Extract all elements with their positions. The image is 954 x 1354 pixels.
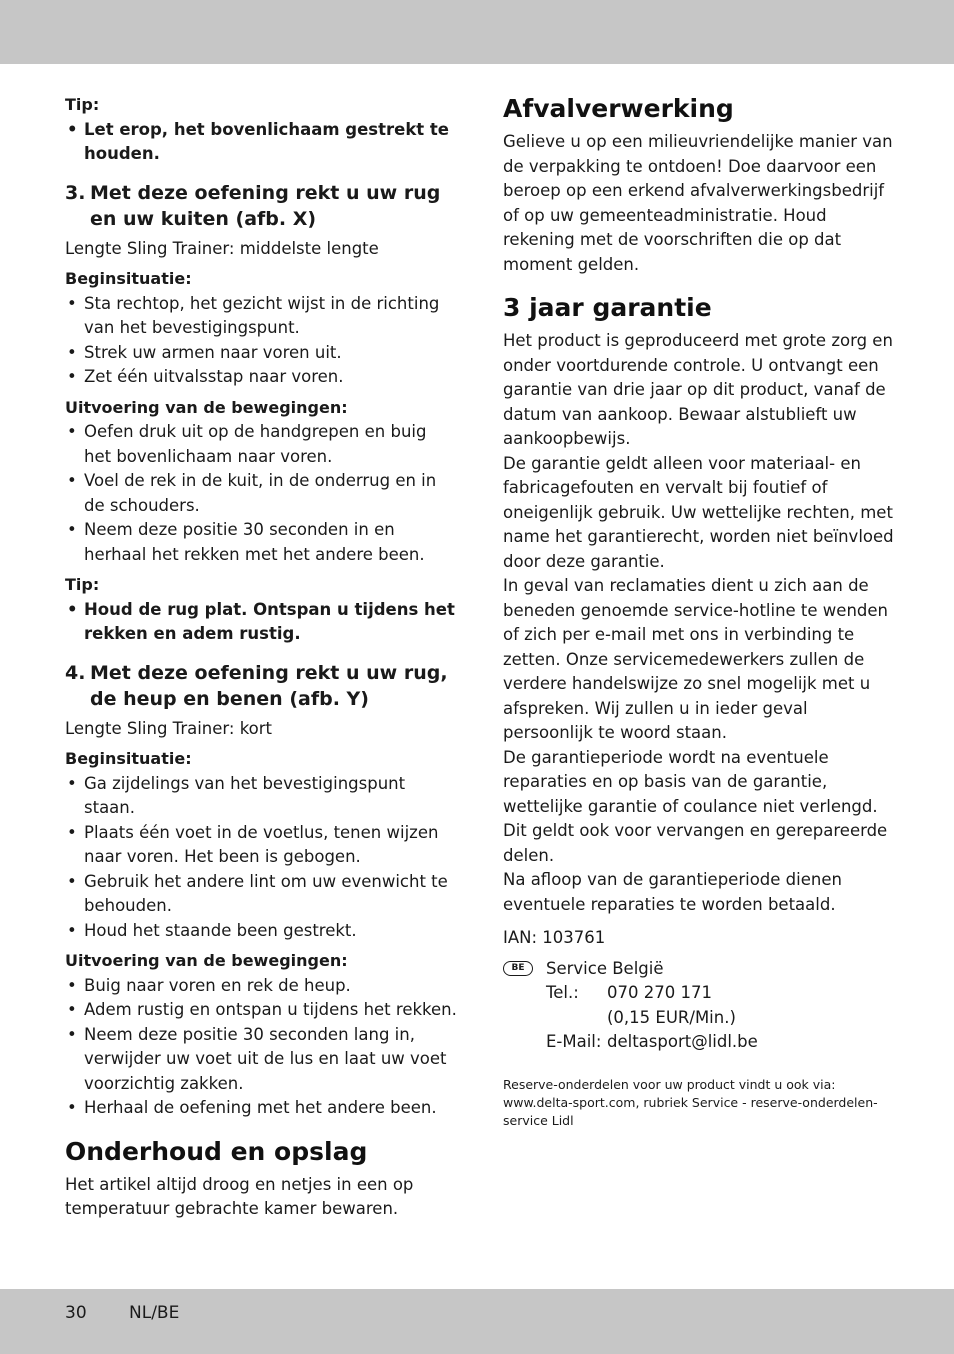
warranty-heading: 3 jaar garantie — [503, 293, 712, 322]
list-item: • Neem deze positie 30 seconden in en herhaal het rekken met het andere been. — [65, 518, 457, 567]
step-number: 4. — [65, 661, 86, 684]
start-label: Beginsituatie: — [65, 269, 192, 288]
left-column — [65, 93, 457, 1222]
step-3-length: Lengte Sling Trainer: middelste lengte — [65, 238, 379, 258]
tip-label: Tip: — [65, 575, 100, 594]
list-item: • Plaats één voet in de voetlus, tenen wijzen naar voren. Het been is gebogen. — [65, 821, 457, 870]
maintenance-text: Het artikel altijd droog en netjes in een op temperatuur gebrachte kamer bewaren. — [65, 1174, 414, 1218]
tel-label: Tel.: — [546, 983, 579, 1002]
list-item: • Ga zijdelings van het bevestigingspunt staan. — [65, 772, 457, 821]
warranty-paragraph: Na afloop van de garantieperiode dienen eventuele reparaties te worden betaald. — [503, 870, 842, 914]
exec-label: Uitvoering van de bewegingen: — [65, 397, 348, 417]
list-item: • Buig naar voren en rek de heup. — [65, 974, 457, 999]
step-3-heading — [65, 180, 457, 232]
list-item: • Zet één uitvalsstap naar voren. — [65, 365, 457, 390]
step-title: Met deze oefening rekt u uw rug en uw kuiten (afb. X) — [90, 181, 441, 230]
right-column — [503, 93, 895, 1130]
step-4-heading — [65, 660, 457, 712]
exec-label: Uitvoering van de bewegingen: — [65, 951, 348, 970]
list-item: • Adem rustig en ontspan u tijdens het rekken. — [65, 998, 457, 1023]
tip-item: • Houd de rug plat. Ontspan u tijdens het rekken en adem rustig. — [65, 598, 457, 647]
tip-list — [65, 598, 457, 647]
list-item: • Houd het staande been gestrekt. — [65, 919, 457, 944]
page-number: 30 — [65, 1303, 87, 1323]
service-block — [503, 957, 895, 1055]
step-4-length: Lengte Sling Trainer: kort — [65, 718, 273, 738]
start-list — [65, 772, 457, 944]
warranty-paragraph: Het product is geproduceerd met grote zorg en onder voortdurende controle. U ontvangt een garantie van drie jaar op dit product, vanaf de datum van aankoop. Bewaar alstublieft uw aankoopbewijs. — [503, 331, 893, 448]
list-item: • Herhaal de oefening met het andere been. — [65, 1096, 457, 1121]
spare-parts-note: Reserve-onderdelen voor uw product vindt u ook via: www.delta-sport.com, rubriek Service - reserve-onderdelen-service Lidl — [503, 1076, 878, 1128]
list-item: • Neem deze positie 30 seconden lang in, verwijder uw voet uit de lus en laat uw voet voorzichtig zakken. — [65, 1023, 457, 1097]
language-label: NL/BE — [129, 1303, 180, 1323]
header-bar — [0, 0, 954, 64]
service-title: Service België — [546, 958, 664, 978]
list-item: • Voel de rek in de kuit, in de onderrug en in de schouders. — [65, 469, 457, 518]
email-label: E-Mail: — [546, 1032, 602, 1051]
tip-item: • Let erop, het bovenlichaam gestrekt te houden. — [65, 118, 457, 167]
exec-list — [65, 420, 457, 567]
start-list — [65, 292, 457, 390]
email-address: deltasport@lidl.be — [607, 1032, 758, 1051]
warranty-paragraph: De garantie geldt alleen voor materiaal- en fabricagefouten en vervalt bij foutief of oneigenlijk gebruik. Uw wettelijke rechten, met name het garantierecht, worden niet beïnvloed door deze garantie. — [503, 453, 894, 571]
tel-note: (0,15 EUR/Min.) — [607, 1007, 736, 1027]
disposal-heading: Afvalverwerking — [503, 94, 734, 123]
start-label: Beginsituatie: — [65, 749, 192, 768]
tip-list — [65, 118, 457, 167]
warranty-paragraph: In geval van reclamaties dient u zich aan de beneden genoemde service-hotline te wenden of zich per e-mail met ons in verbinding te zetten. Onze servicemedewerkers zullen de verdere handelswijze zo snel mogelijk met u afspreken. Wij zullen u in ieder geval persoonlijk te woord staan. — [503, 576, 888, 742]
ian-number: IAN: 103761 — [503, 928, 606, 947]
maintenance-heading: Onderhoud en opslag — [65, 1136, 368, 1166]
step-number: 3. — [65, 181, 86, 204]
list-item: • Gebruik het andere lint om uw evenwicht te behouden. — [65, 870, 457, 919]
list-item: • Oefen druk uit op de handgrepen en buig het bovenlichaam naar voren. — [65, 420, 457, 469]
disposal-text: Gelieve u op een milieuvriendelijke manier van de verpakking te ontdoen! Doe daarvoor een beroep op een erkend afvalverwerkingsbedrijf of op uw gemeenteadministratie. Houd rekening met de voorschriften die op dat moment gelden. — [503, 132, 893, 274]
warranty-paragraph: De garantieperiode wordt na eventuele reparaties en op basis van de garantie, wettelijke garantie of coulance niet verlengd. Dit geldt ook voor vervangen en gerepareerde delen. — [503, 747, 888, 865]
exec-list — [65, 974, 457, 1121]
belgium-country-badge-icon: BE — [503, 961, 533, 976]
list-item: • Sta rechtop, het gezicht wijst in de richting van het bevestigingspunt. — [65, 292, 457, 341]
list-item: • Strek uw armen naar voren uit. — [65, 341, 457, 366]
step-title: Met deze oefening rekt u uw rug, de heup en benen (afb. Y) — [90, 661, 448, 710]
tip-label: Tip: — [65, 95, 100, 114]
tel-number: 070 270 171 — [607, 983, 712, 1002]
